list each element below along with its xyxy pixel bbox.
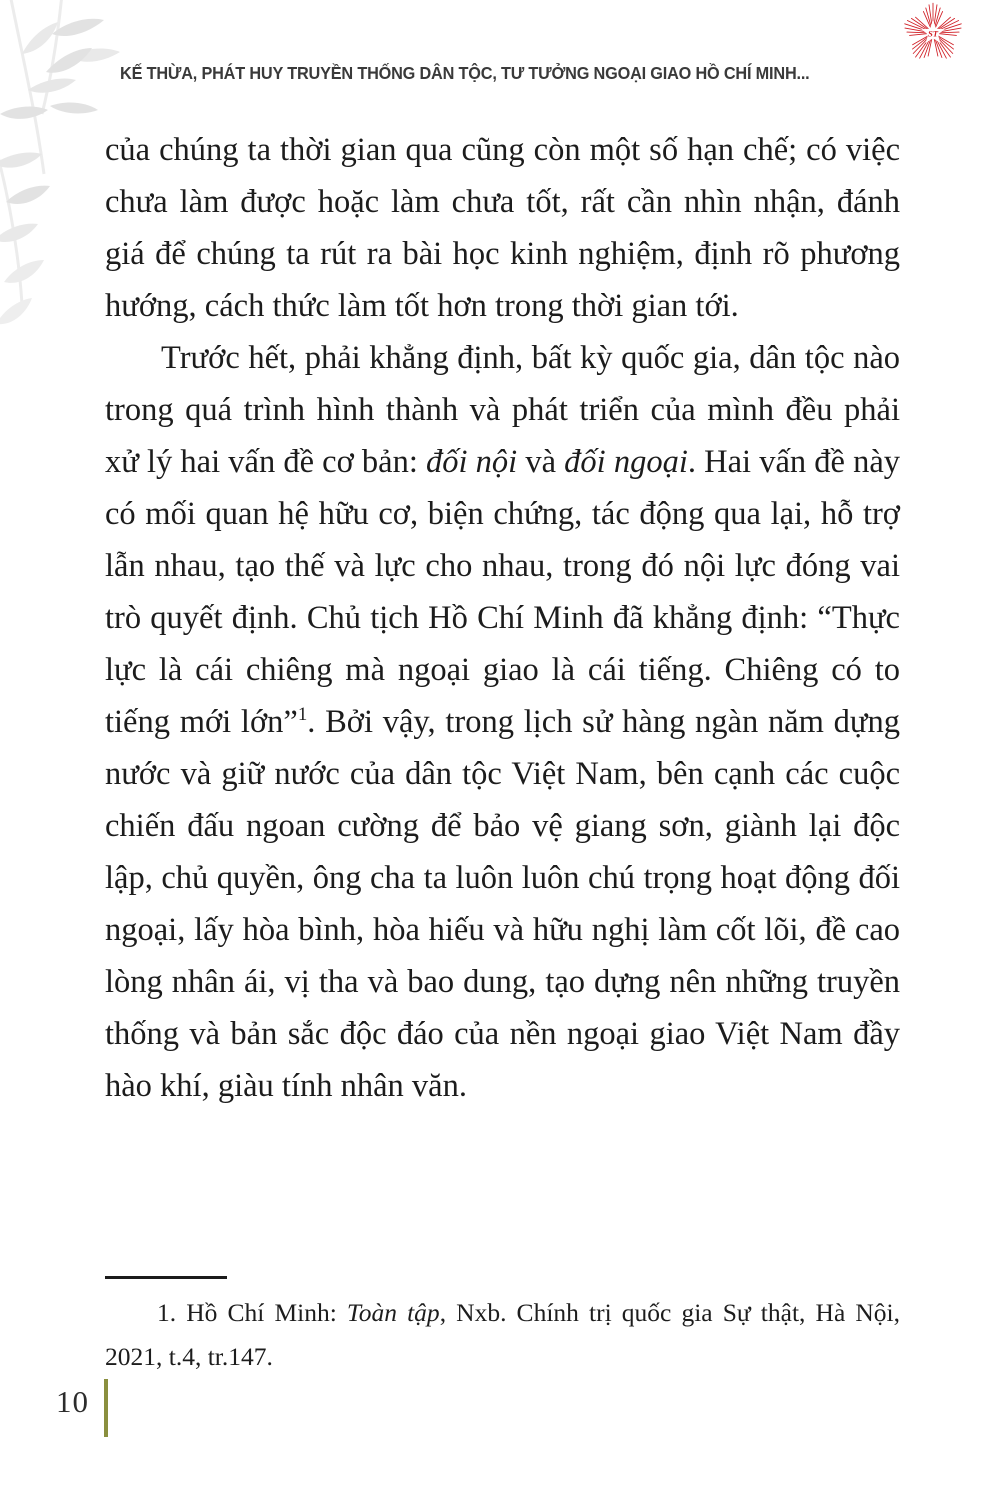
text-segment: và: [517, 444, 565, 480]
footnote: [105, 1291, 900, 1379]
body-text: [105, 124, 900, 1112]
publisher-star-emblem-icon: [898, 2, 968, 64]
text-segment: 1. Hồ Chí Minh:: [157, 1298, 347, 1327]
footnote-separator: [105, 1276, 227, 1279]
running-title: KẾ THỪA, PHÁT HUY TRUYỀN THỐNG DÂN TỘC, TƯ TƯỞNG NGOẠI GIAO HỒ CHÍ MINH...: [120, 63, 810, 83]
body-paragraph: [105, 332, 900, 1112]
text-segment: của chúng ta thời gian qua cũng còn một số hạn chế; có việc chưa làm được hoặc làm chưa tốt, rất cần nhìn nhận, đánh giá để chúng ta rút ra bài học kinh nghiệm, định rõ phương hướng, cách thức làm tốt hơn trong thời gian tới.: [105, 132, 900, 324]
page-number-bar: [104, 1379, 108, 1437]
text-segment: . Hai vấn đề này có mối quan hệ hữu cơ, biện chứng, tác động qua lại, hỗ trợ lẫn nhau, tạo thế và lực cho nhau, trong đó nội lực đóng vai trò quyết định. Chủ tịch Hồ Chí Minh đã khẳng định: “Thực lực là cái chiêng mà ngoại giao là cái tiếng. Chiêng có to tiếng mới lớn”: [105, 444, 901, 740]
text-segment: . Bởi vậy, trong lịch sử hàng ngàn năm dựng nước và giữ nước của dân tộc Việt Nam, bên cạnh các cuộc chiến đấu ngoan cường để bảo vệ giang sơn, giành lại độc lập, chủ quyền, ông cha ta luôn luôn chú trọng hoạt động đối ngoại, lấy hòa bình, hòa hiếu và hữu nghị làm cốt lõi, đề cao lòng nhân ái, vị tha và bao dung, tạo dựng nên những truyền thống và bản sắc độc đáo của nền ngoại giao Việt Nam đầy hào khí, giàu tính nhân văn.: [105, 704, 900, 1104]
text-segment: đối nội: [426, 444, 518, 480]
page-number: 10: [56, 1384, 89, 1419]
footnote-block: [105, 1276, 900, 1379]
logo-monogram: ST: [927, 28, 939, 39]
text-segment: đối ngoại: [564, 444, 688, 480]
text-segment: Trước hết, phải khẳng định, bất kỳ quốc gia, dân tộc nào trong quá trình hình thành và phát triển của mình đều phải xử lý hai vấn đề cơ bản:: [105, 340, 900, 480]
text-segment: Toàn tập: [346, 1298, 440, 1327]
body-paragraph: [105, 124, 900, 332]
footnote-text: [105, 1291, 900, 1379]
footnote-reference: 1: [297, 704, 308, 726]
text-segment: , Nxb. Chính trị quốc gia Sự thật, Hà Nội, 2021, t.4, tr.147.: [105, 1298, 900, 1371]
